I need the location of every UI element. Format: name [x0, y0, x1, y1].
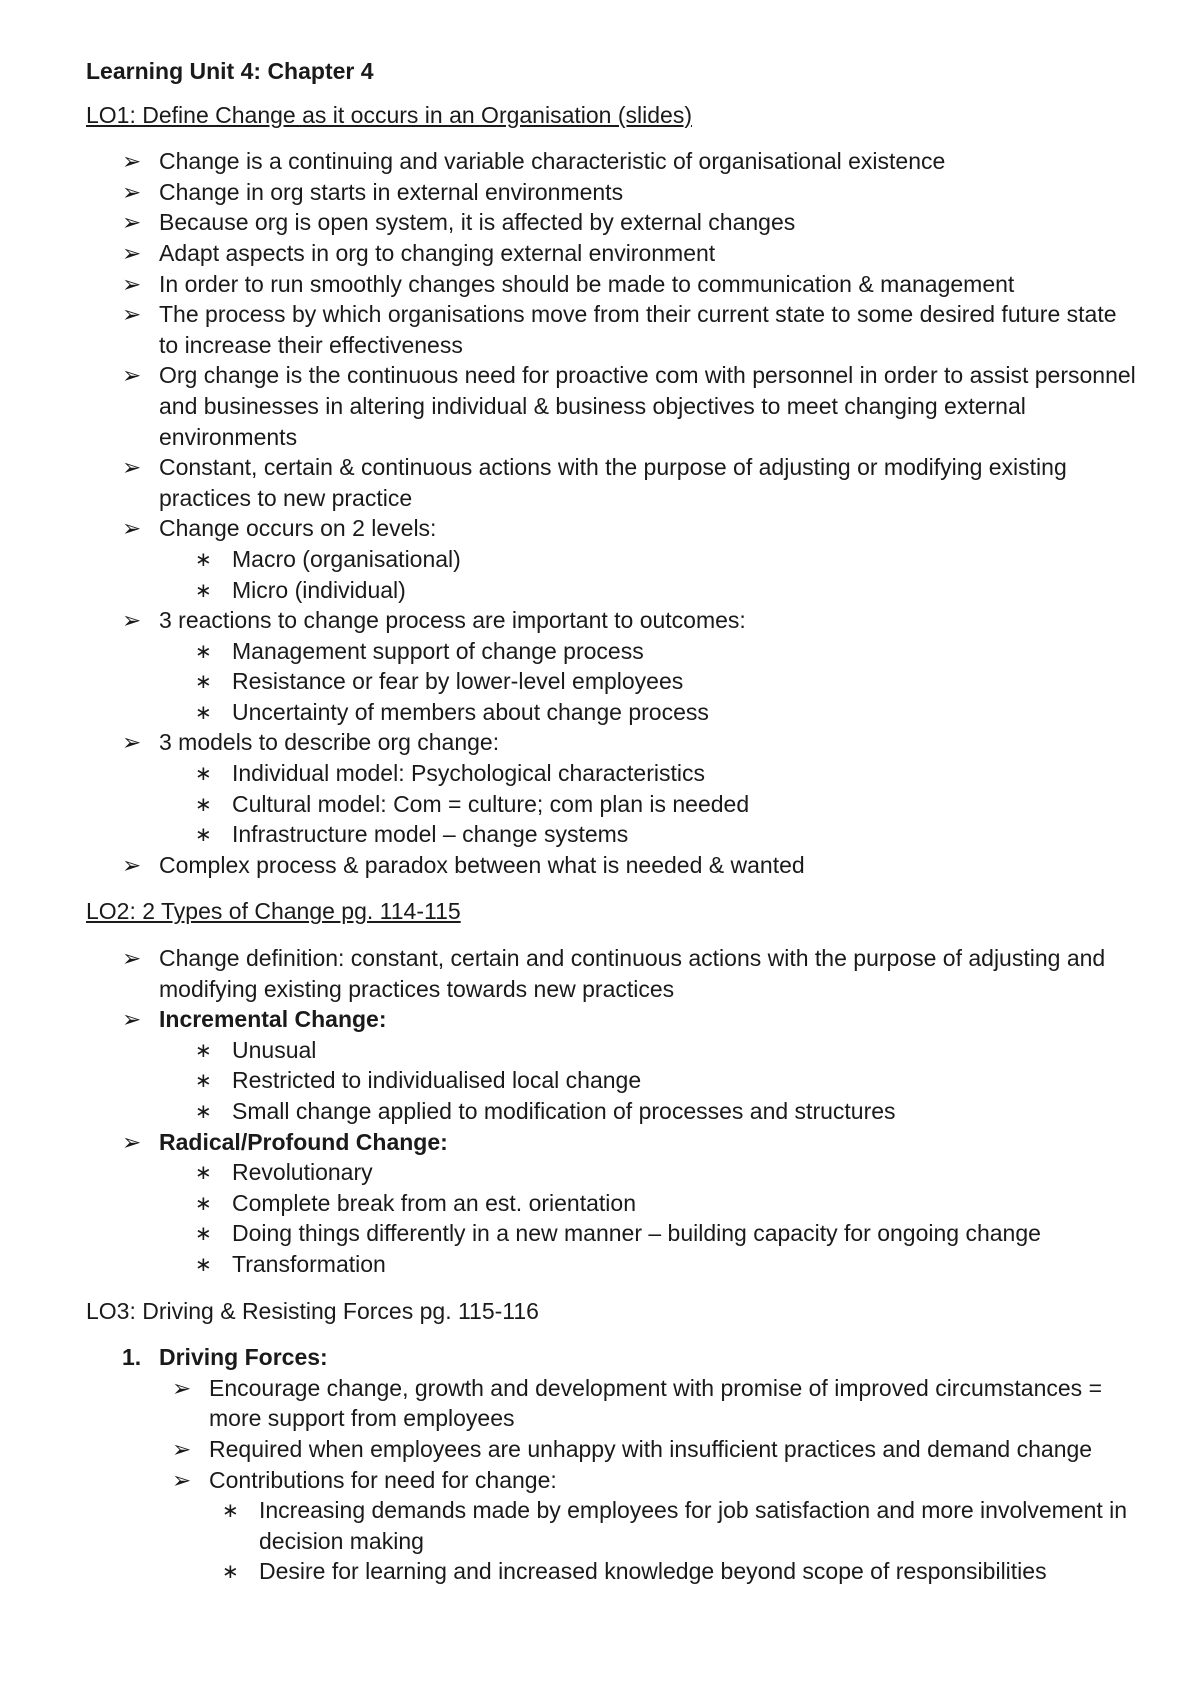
arrow-bullet-icon: ➢	[122, 607, 142, 634]
list-item: ➢ Because org is open system, it is affected by external changes	[86, 207, 1140, 238]
sub-list-item: ∗ Cultural model: Com = culture; com plan is needed	[86, 789, 1140, 820]
arrow-bullet-icon: ➢	[122, 209, 142, 236]
lo3-list	[86, 1342, 1140, 1587]
list-item: ➢ The process by which organisations move from their current state to some desired future state to increase their effectiveness	[122, 301, 1117, 358]
sub-list-item: ➢ Contributions for need for change: ∗ Increasing demands made by employees for job satisfaction and more involvement in decision making ∗ Desire for learning and increased knowledge beyond scope of responsibilities	[159, 1465, 1140, 1587]
star-bullet-icon: ∗	[195, 1192, 212, 1215]
sub-list-item: ∗ Doing things differently in a new manner – building capacity for ongoing change	[86, 1218, 1140, 1249]
arrow-bullet-icon: ➢	[172, 1466, 192, 1493]
lo2-heading: LO2: 2 Types of Change pg. 114-115	[86, 898, 461, 925]
arrow-bullet-icon: ➢	[122, 301, 142, 328]
sub-list-item: ➢ Encourage change, growth and development with promise of improved circumstances = more support from employees	[172, 1374, 1103, 1432]
arrow-bullet-icon: ➢	[122, 178, 142, 205]
list-item: ➢ 3 models to describe org change: ∗ Individual model: Psychological characteristics ∗ Cultural model: Com = culture; com plan is needed ∗ Infrastructure model – change systems	[86, 727, 1140, 849]
arrow-bullet-icon: ➢	[122, 945, 142, 972]
list-item: ➢ 3 reactions to change process are important to outcomes: ∗ Management support of change process ∗ Resistance or fear by lower-level employees ∗ Uncertainty of members about change process	[86, 605, 1140, 727]
arrow-bullet-icon: ➢	[122, 148, 142, 175]
list-item: ➢ Change is a continuing and variable characteristic of organisational existence	[86, 146, 1140, 177]
star-bullet-icon: ∗	[195, 548, 212, 571]
sub-list	[159, 1157, 1140, 1279]
lo1-heading: LO1: Define Change as it occurs in an Organisation (slides)	[86, 101, 692, 128]
list-item: ➢ Org change is the continuous need for proactive com with personnel in order to assist personnel and businesses in altering individual & business objectives to meet changing external environments	[122, 362, 1136, 450]
numbered-item-label: Driving Forces:	[159, 1344, 328, 1371]
list-item: ➢ Change occurs on 2 levels: ∗ Macro (organisational) ∗ Micro (individual)	[86, 513, 1140, 605]
list-item: ➢ Adapt aspects in org to changing external environment	[86, 238, 1140, 269]
list-item: ➢ Constant, certain & continuous actions with the purpose of adjusting or modifying existing practices to new practice	[122, 454, 1067, 511]
lo3-heading: LO3: Driving & Resisting Forces pg. 115-116	[86, 1297, 539, 1324]
star-bullet-icon: ∗	[195, 793, 212, 816]
arrow-bullet-icon: ➢	[172, 1435, 192, 1462]
sub-list-item: ∗ Macro (organisational)	[86, 544, 1140, 575]
sub-list-item: ∗ Revolutionary	[86, 1157, 1140, 1188]
arrow-bullet-icon: ➢	[122, 362, 142, 389]
star-bullet-icon: ∗	[195, 640, 212, 663]
sub-list-item: ∗ Unusual	[86, 1035, 1140, 1066]
arrow-bullet-icon: ➢	[172, 1374, 192, 1401]
star-bullet-icon: ∗	[195, 824, 212, 847]
sub-list-item: ∗ Transformation	[86, 1249, 1140, 1280]
star-bullet-icon: ∗	[195, 579, 212, 602]
arrow-bullet-icon: ➢	[122, 1006, 142, 1033]
star-bullet-icon: ∗	[195, 763, 212, 786]
sub-list-item: ∗ Infrastructure model – change systems	[86, 819, 1140, 850]
sub-sub-list-item: ∗ Increasing demands made by employees for job satisfaction and more involvement in decision making	[222, 1497, 1128, 1554]
arrow-bullet-icon: ➢	[122, 239, 142, 266]
arrow-bullet-icon: ➢	[122, 729, 142, 756]
item-number: 1.	[122, 1344, 142, 1371]
star-bullet-icon: ∗	[195, 1070, 212, 1093]
sub-list-item: ∗ Micro (individual)	[86, 575, 1140, 606]
arrow-bullet-icon: ➢	[122, 515, 142, 542]
sub-list-item: ∗ Management support of change process	[86, 636, 1140, 667]
star-bullet-icon: ∗	[195, 1253, 212, 1276]
document-title: Learning Unit 4: Chapter 4	[86, 58, 374, 84]
star-bullet-icon: ∗	[195, 1101, 212, 1123]
star-bullet-icon: ∗	[195, 1039, 212, 1062]
sub-list	[159, 544, 1140, 605]
star-bullet-icon: ∗	[222, 1500, 239, 1523]
sub-list-item: ➢ Required when employees are unhappy with insufficient practices and demand change	[159, 1434, 1140, 1465]
list-item: ➢ Change in org starts in external environments	[86, 177, 1140, 208]
arrow-bullet-icon: ➢	[122, 1128, 142, 1155]
star-bullet-icon: ∗	[222, 1561, 239, 1584]
arrow-bullet-icon: ➢	[122, 270, 142, 297]
sub-list-item: ∗ Uncertainty of members about change process	[86, 697, 1140, 728]
sub-list	[159, 1035, 1140, 1127]
sub-list-item: ∗ Complete break from an est. orientation	[86, 1188, 1140, 1219]
sub-list	[159, 1373, 1140, 1587]
sub-list	[159, 636, 1140, 728]
sub-sub-list	[209, 1495, 1140, 1587]
numbered-item	[86, 1342, 1140, 1587]
star-bullet-icon: ∗	[195, 701, 212, 724]
sub-list-item: ∗ Restricted to individualised local change	[86, 1065, 1140, 1096]
lo2-list	[86, 943, 1140, 1280]
star-bullet-icon: ∗	[195, 1223, 212, 1246]
sub-list-item: ∗ Small change applied to modification of processes and structures	[86, 1096, 1140, 1127]
star-bullet-icon: ∗	[195, 671, 212, 694]
list-item: ➢ In order to run smoothly changes should be made to communication & management	[86, 269, 1140, 300]
list-item: ➢ Change definition: constant, certain and continuous actions with the purpose of adjusting and modifying existing practices towards new practices	[122, 945, 1106, 1002]
sub-list-item: ∗ Resistance or fear by lower-level employees	[86, 666, 1140, 697]
sub-list	[159, 758, 1140, 850]
list-item: ➢ Complex process & paradox between what is needed & wanted	[86, 850, 1140, 881]
arrow-bullet-icon: ➢	[122, 454, 142, 481]
list-item: ➢ Incremental Change: ∗ Unusual ∗ Restricted to individualised local change ∗ Small change applied to modification of processes and structures	[86, 1004, 1140, 1126]
list-item: ➢ Radical/Profound Change: ∗ Revolutionary ∗ Complete break from an est. orientation ∗ Doing things differently in a new manner – building capacity for ongoing change ∗ Transformation	[86, 1127, 1140, 1280]
sub-list-item: ∗ Individual model: Psychological characteristics	[86, 758, 1140, 789]
lo1-list	[86, 146, 1140, 880]
star-bullet-icon: ∗	[195, 1162, 212, 1185]
sub-sub-list-item: ∗ Desire for learning and increased knowledge beyond scope of responsibilities	[209, 1556, 1140, 1587]
arrow-bullet-icon: ➢	[122, 851, 142, 878]
